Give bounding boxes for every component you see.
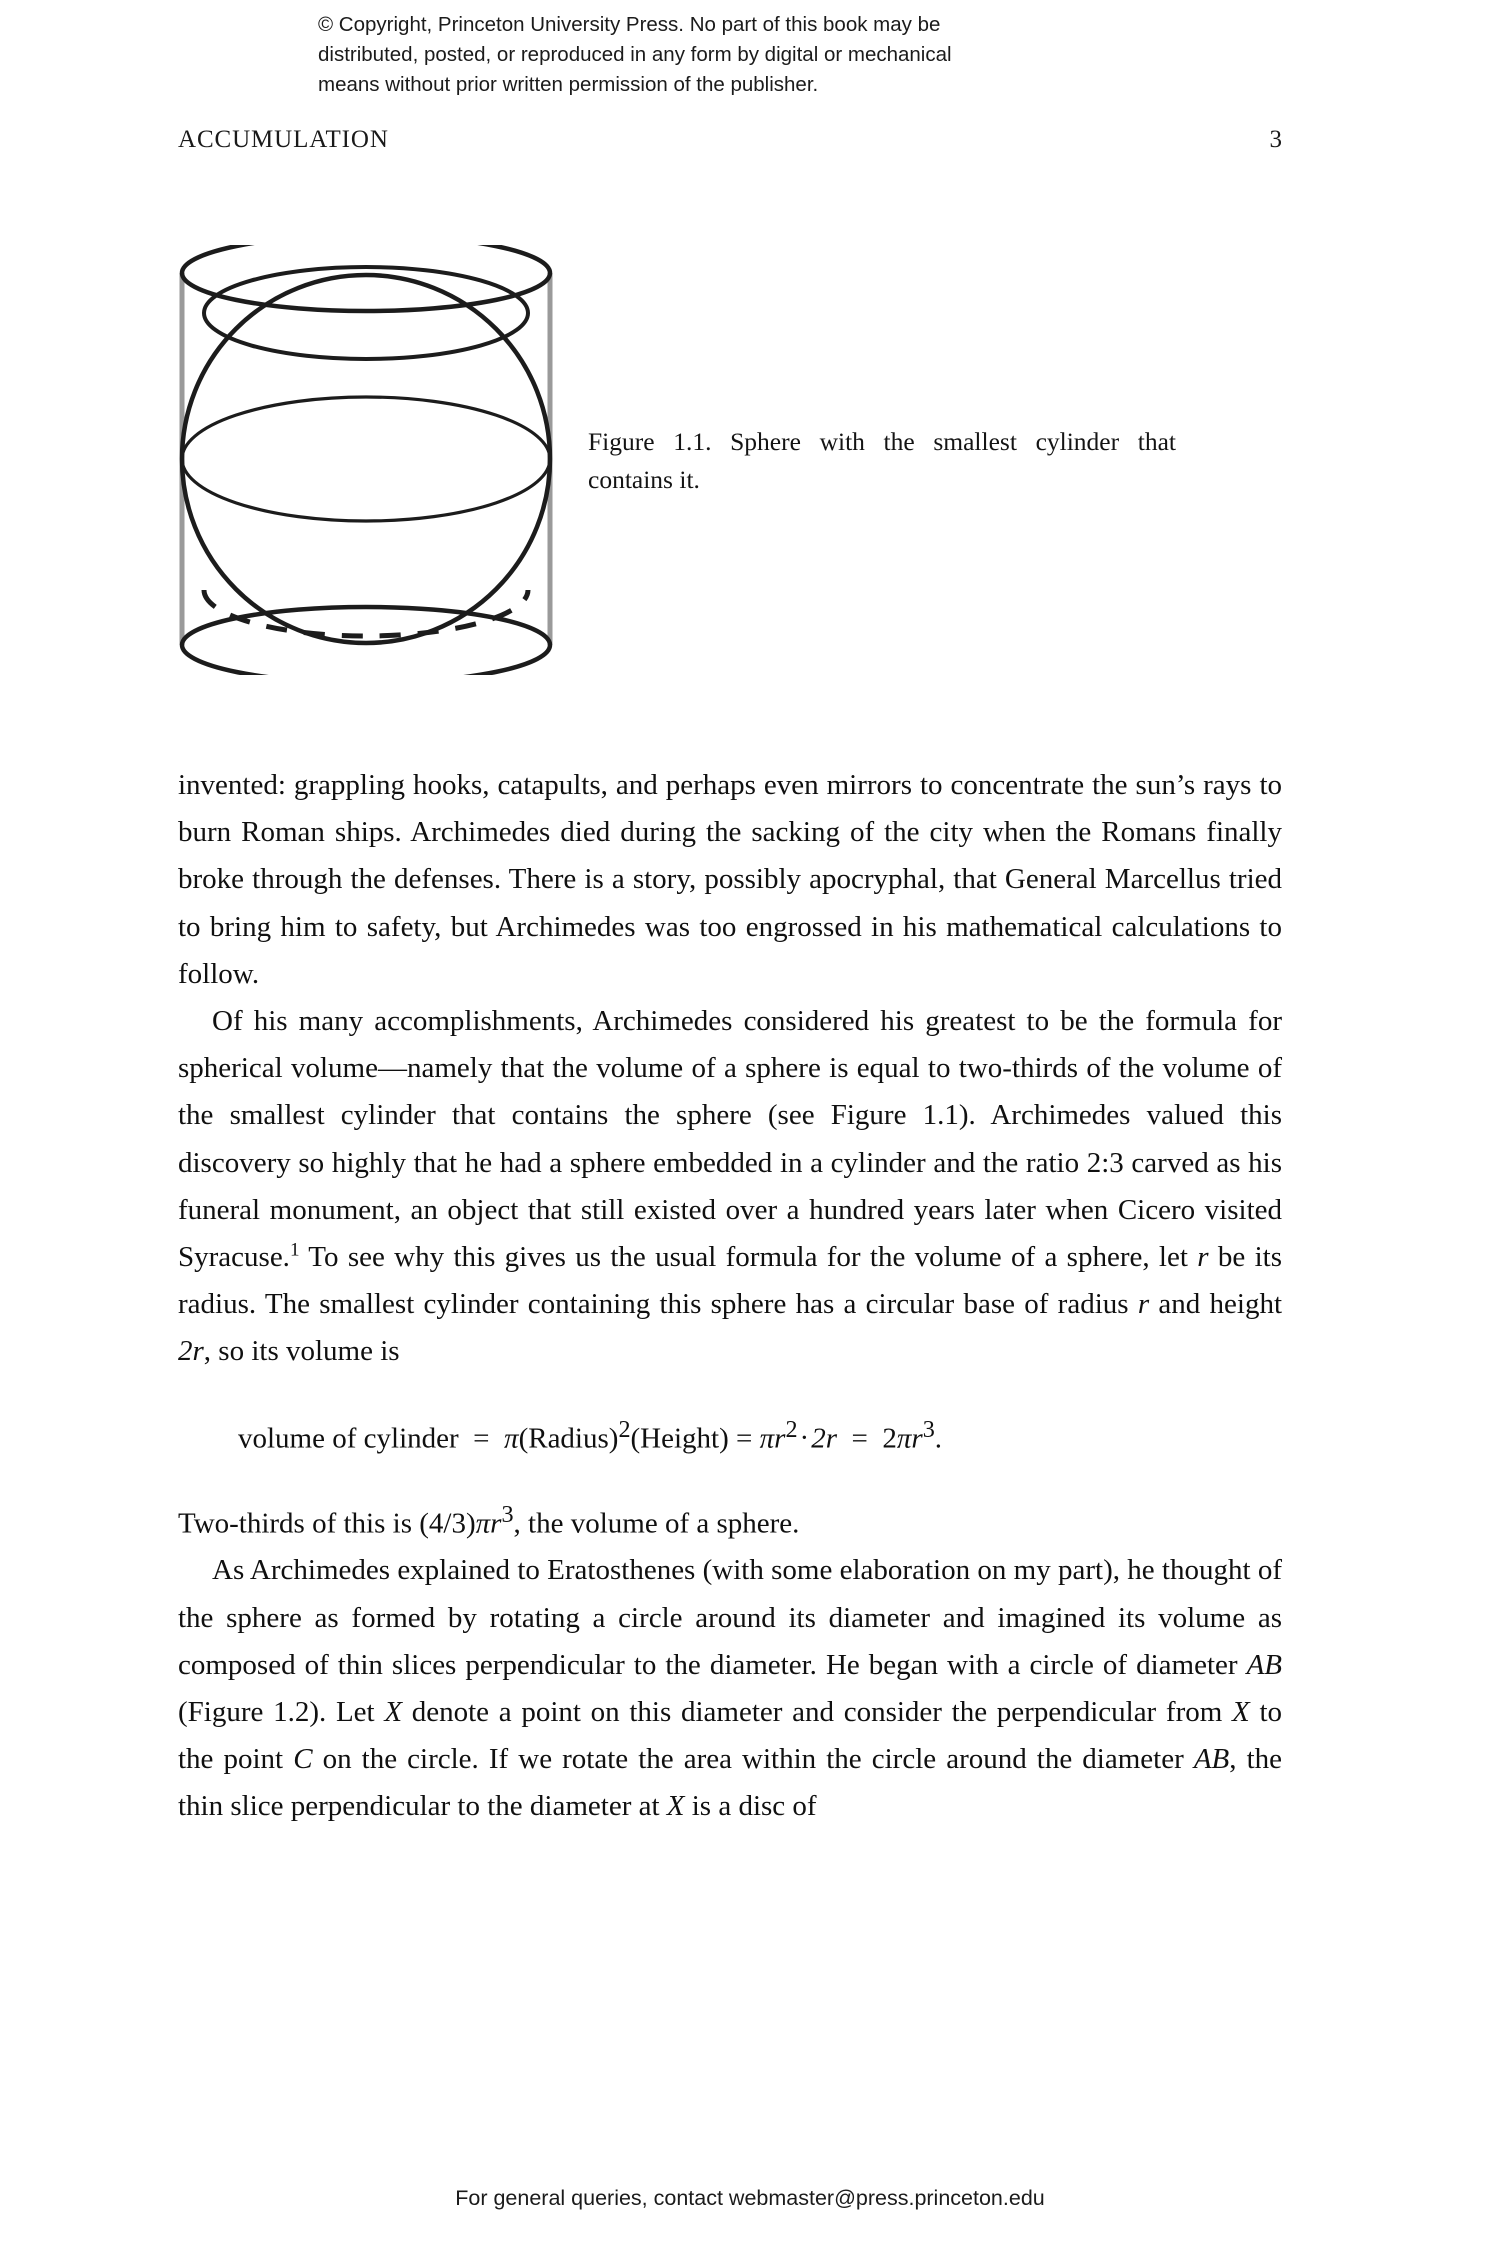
eq-height: (Height) xyxy=(630,1422,729,1455)
eq-exponent-2: 2 xyxy=(618,1415,631,1443)
para2-var-2r: 2r xyxy=(178,1335,204,1368)
two-thirds-pi: π xyxy=(475,1507,491,1540)
eq-two-r: 2r xyxy=(811,1422,837,1455)
page-number: 3 xyxy=(1269,126,1282,153)
eq-r-1: r xyxy=(774,1422,786,1455)
eq-equals-1: = xyxy=(473,1422,490,1455)
two-thirds-seg-1: Two-thirds of this is (4/3) xyxy=(178,1507,476,1540)
last-var-AB-1: AB xyxy=(1246,1648,1282,1681)
para2-seg-2: To see why this gives us the usual formula for the volume of a sphere, let xyxy=(299,1241,1198,1274)
last-var-AB-2: AB xyxy=(1193,1743,1230,1776)
eq-pi-1: π xyxy=(504,1422,519,1455)
eq-pi-3: π xyxy=(896,1422,912,1455)
eq-r2-exponent: 3 xyxy=(922,1415,935,1443)
eq-lhs: volume of cylinder xyxy=(238,1422,459,1455)
paragraph-two-thirds xyxy=(178,1491,1282,1548)
last-var-X-1: X xyxy=(384,1695,403,1728)
figure-1-1 xyxy=(176,245,1286,690)
copyright-notice xyxy=(318,10,1178,100)
sphere-in-cylinder-icon xyxy=(176,245,556,675)
two-thirds-exponent: 3 xyxy=(501,1500,514,1528)
eq-r-2: r xyxy=(911,1422,923,1455)
eq-pi-2: π xyxy=(759,1422,775,1455)
last-var-X-3: X xyxy=(666,1790,685,1823)
equation-cylinder-volume xyxy=(178,1406,1282,1463)
paragraph-eratosthenes xyxy=(178,1547,1282,1830)
last-seg-5: on the circle. If we rotate the area within the circle around the diameter xyxy=(312,1743,1194,1776)
last-seg-7: is a disc of xyxy=(684,1790,817,1823)
para2-seg-3: be its radius. The smallest cylinder containing this sphere has a circular base of radius xyxy=(178,1241,1282,1321)
paragraph-spherical-volume xyxy=(178,998,1282,1376)
para2-seg-5: , so its volume is xyxy=(203,1335,400,1368)
two-thirds-r: r xyxy=(490,1507,502,1540)
paragraph-archimedes-death: invented: grappling hooks, catapults, and perhaps even mirrors to concentrate the sun’s rays to burn Roman ships. Archimedes died during the sacking of the city when the Romans finally broke through the defenses. There is a story, possibly apocryphal, that General Marcellus tried to bring him to safety, but Archimedes was too engrossed in his mathematical calculations to follow. xyxy=(178,769,1282,990)
body-text xyxy=(178,762,1282,1831)
copyright-line-1: © Copyright, Princeton University Press. No part of this book may be xyxy=(318,13,941,36)
para2-seg-1: Of his many accomplishments, Archimedes considered his greatest to be the formula for spherical volume—namely that the volume of a sphere is equal to two-thirds of the volume of the smallest cylinder that contains the sphere (see Figure 1.1). Archimedes valued this discovery so highly that he had a sphere embedded in a cylinder and the ratio 2:3 carved as his funeral monument, an object that still existed over a hundred years later when Cicero visited Syracuse. xyxy=(178,1005,1282,1274)
eq-period: . xyxy=(934,1422,943,1455)
running-head-title: ACCUMULATION xyxy=(178,126,389,153)
last-seg-2: (Figure 1.2). Let xyxy=(178,1695,385,1728)
figure-caption: Figure 1.1. Sphere with the smallest cylinder that contains it. xyxy=(588,427,1176,494)
eq-coefficient-two: 2 xyxy=(882,1422,897,1455)
footer-query-note: For general queries, contact webmaster@press.princeton.edu xyxy=(455,2186,1045,2210)
eq-radius: (Radius) xyxy=(518,1422,619,1455)
eq-multiplication-dot: · xyxy=(799,1422,810,1455)
copyright-line-3: means without prior written permission of the publisher. xyxy=(318,73,819,96)
eq-equals-2: = xyxy=(736,1422,753,1455)
para2-var-r-2: r xyxy=(1137,1288,1150,1321)
last-seg-4: to the point xyxy=(178,1695,1283,1776)
eq-equals-3: = xyxy=(851,1422,868,1455)
copyright-line-2: distributed, posted, or reproduced in any form by digital or mechanical xyxy=(318,43,952,66)
last-seg-1: As Archimedes explained to Eratosthenes (with some elaboration on my part), he thought of the sphere as formed by rotating a circle around its diameter and imagined its volume as composed of thin slices perpendicular to the diameter. He began with a circle of diameter xyxy=(178,1554,1282,1681)
para2-var-r-1: r xyxy=(1197,1241,1209,1274)
last-seg-6: , the thin slice perpendicular to the diameter at xyxy=(178,1743,1282,1823)
running-head xyxy=(178,126,1282,154)
last-var-X-2: X xyxy=(1232,1695,1250,1728)
two-thirds-seg-2: , the volume of a sphere. xyxy=(513,1507,800,1540)
last-seg-3: denote a point on this diameter and consider the perpendicular from xyxy=(402,1695,1233,1728)
eq-r1-exponent: 2 xyxy=(785,1415,798,1443)
para2-seg-4: and height xyxy=(1149,1288,1282,1321)
last-var-C: C xyxy=(293,1743,313,1776)
footnote-marker-1: 1 xyxy=(289,1239,300,1261)
